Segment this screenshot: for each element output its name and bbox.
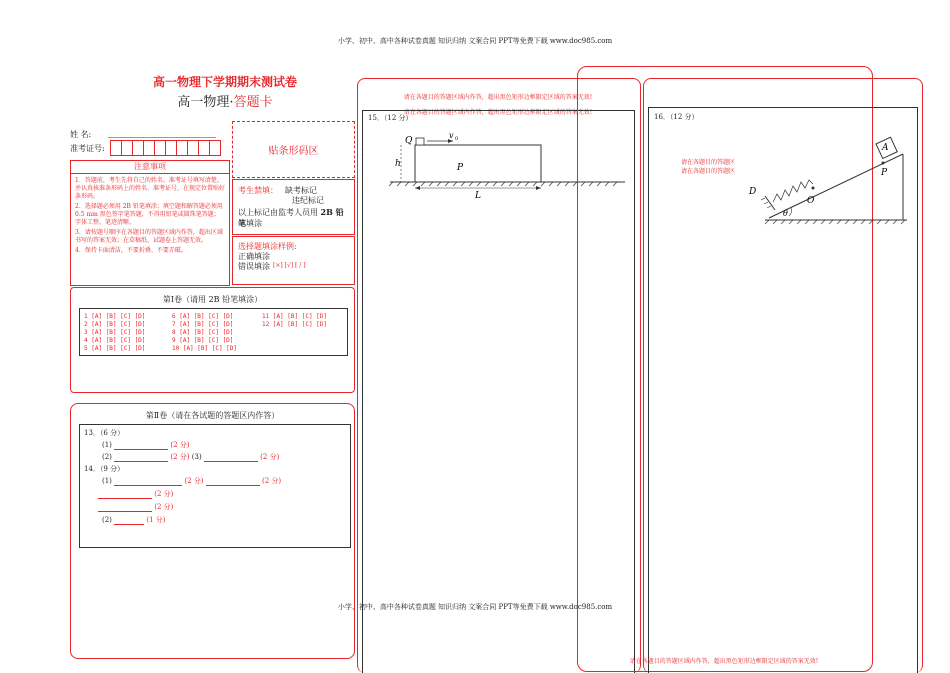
q14-1c-score: (2 分) xyxy=(154,490,174,498)
section2-box xyxy=(70,403,355,659)
point-o xyxy=(812,187,815,190)
q14-1-label: (1) xyxy=(102,477,112,485)
header-banner: 小学、初中、高中各种试卷真题 知识归纳 文案合同 PPT等免费下载 www.doc985.com xyxy=(337,37,613,45)
q14-1-score: (2 分) xyxy=(184,477,204,485)
q14-1b-blank[interactable] xyxy=(206,485,260,486)
point-p xyxy=(882,162,885,165)
subtitle-suffix: 答题卡 xyxy=(233,95,273,110)
choice-row[interactable]: 7 [A] [B] [C] [D] xyxy=(172,321,234,328)
section1-col2 xyxy=(172,313,237,353)
q13-2-label: (2) xyxy=(102,453,112,461)
label-d: D xyxy=(749,187,757,197)
q13-1-score: (2 分) xyxy=(170,441,190,449)
bottom-warning: 请在各题目的答题区域内作答，超出黑色矩形边框限定区域的答案无效! xyxy=(629,658,819,665)
choice-row[interactable]: 11 [A] [B] [C] [D] xyxy=(262,313,328,320)
monitor-note-1: 以上标记由监考人员用 xyxy=(238,208,321,217)
label-v0-sub: 0 xyxy=(455,136,459,142)
label-o: O xyxy=(807,196,815,206)
violation-mark: 违纪标记 xyxy=(292,196,324,205)
forbidden-box xyxy=(232,179,355,235)
q14-1c xyxy=(98,489,173,499)
id-boxes[interactable] xyxy=(110,140,220,155)
q15-label: 15．（12 分） xyxy=(368,114,413,122)
q13-2 xyxy=(102,452,279,462)
choice-row[interactable]: 6 [A] [B] [C] [D] xyxy=(172,313,234,320)
choice-row[interactable]: 5 [A] [B] [C] [D] xyxy=(84,345,146,352)
base-hatching xyxy=(765,220,905,224)
q13-1-label: (1) xyxy=(102,441,112,449)
q14-1d-score: (2 分) xyxy=(154,503,174,511)
q14-1c-blank[interactable] xyxy=(98,498,152,499)
label-h: h xyxy=(395,159,401,169)
q14-1d-blank[interactable] xyxy=(98,511,152,512)
notice-title: 注意事项 xyxy=(71,161,229,174)
monitor-note-bold: 2B 铅 xyxy=(320,207,344,217)
label-q: Q xyxy=(405,136,413,146)
choice-row[interactable]: 1 [A] [B] [C] [D] xyxy=(84,313,146,320)
label-l: L xyxy=(475,191,481,200)
name-field[interactable] xyxy=(108,137,216,138)
choice-row[interactable]: 4 [A] [B] [C] [D] xyxy=(84,337,146,344)
label-v0: v xyxy=(449,131,454,140)
q14-1-blank[interactable] xyxy=(114,485,182,486)
notice-item-3: 3．请按题号顺序在各题目的答题区域内作答，超出区域书写的答案无效；在草稿纸、试题卷上答题无效。 xyxy=(75,229,223,244)
section1-col1 xyxy=(84,313,145,353)
angle-arc xyxy=(789,208,792,216)
label-p: P xyxy=(881,168,888,178)
q13-3-score: (2 分) xyxy=(260,453,280,461)
absent-mark: 缺考标记 xyxy=(285,186,317,195)
section2-answer-area xyxy=(79,424,351,548)
correct-fill-label: 正确填涂 xyxy=(238,252,270,261)
section1-box xyxy=(70,287,355,393)
q13-2-score: (2 分) xyxy=(170,453,190,461)
sample-box xyxy=(232,236,355,285)
choice-row[interactable]: 3 [A] [B] [C] [D] xyxy=(84,329,146,336)
notice-item-1: 1．答题前，考生先将自己的姓名、准考证号填写清楚，并认真核准条形码上的姓名、准考证号，在规定位置贴好条形码。 xyxy=(75,177,226,200)
section1-col3 xyxy=(262,313,327,329)
q13-1 xyxy=(102,440,190,450)
q14-2-blank[interactable] xyxy=(114,524,144,525)
middle-warning-2: 请在各题目的答题区域内作答，超出黑色矩形边框限定区域的答案无效! xyxy=(403,109,593,116)
section2-title: 第Ⅱ卷（请在各试题的答题区内作答） xyxy=(145,411,280,420)
area-note-2: 请在各题目的答题区 xyxy=(680,168,735,175)
id-digit-box[interactable] xyxy=(209,140,221,156)
choice-row[interactable]: 2 [A] [B] [C] [D] xyxy=(84,321,146,328)
card-title: 高一物理下学期期末测试卷 xyxy=(152,75,297,89)
monitor-note-3: 填涂 xyxy=(246,219,262,228)
q14-2-score: (1 分) xyxy=(146,516,166,524)
q16-figure xyxy=(745,128,915,228)
notice-box xyxy=(70,160,230,286)
q14-1b-score: (2 分) xyxy=(262,477,282,485)
monitor-note xyxy=(238,207,350,229)
area-note-1: 请在各题目的答题区 xyxy=(680,159,735,166)
wrong-fill-label: 错误填涂 xyxy=(238,262,270,271)
q13-2-blank[interactable] xyxy=(114,461,168,462)
name-label: 姓 名: xyxy=(70,130,92,139)
board-p xyxy=(415,145,541,182)
q14-2-label: (2) xyxy=(102,516,112,524)
choice-row[interactable]: 12 [A] [B] [C] [D] xyxy=(262,321,328,328)
q16-label: 16．（12 分） xyxy=(654,113,699,121)
middle-warning-1: 请在各题目的答题区域内作答，超出黑色矩形边框限定区域的答案无效! xyxy=(403,94,593,101)
footer-banner: 小学、初中、高中各种试卷真题 知识归纳 文案合同 PPT等免费下载 www.doc985.com xyxy=(337,603,613,611)
notice-item-2: 2．选择题必须用 2B 铅笔填涂；填空题和解答题必须用 0.5 mm 黑色签字笔答题，不得用铅笔或圆珠笔答题；字体工整、笔迹清晰。 xyxy=(75,203,223,226)
q13-1-blank[interactable] xyxy=(114,449,168,450)
id-label: 准考证号: xyxy=(70,144,105,153)
notice-item-4: 4．保持卡面清洁，不要折叠、不要弄破。 xyxy=(75,247,187,254)
choice-row[interactable]: 9 [A] [B] [C] [D] xyxy=(172,337,234,344)
barcode-area xyxy=(232,121,355,178)
subtitle-prefix: 高一物理· xyxy=(177,95,234,110)
q14-1 xyxy=(102,476,281,486)
barcode-label: 贴条形码区 xyxy=(268,146,319,157)
choice-row[interactable]: 8 [A] [B] [C] [D] xyxy=(172,329,234,336)
q13-3-blank[interactable] xyxy=(204,461,258,462)
label-theta: θ xyxy=(783,209,788,218)
card-subtitle xyxy=(110,91,340,110)
q14-1d xyxy=(98,502,173,512)
section1-answer-grid xyxy=(79,308,348,356)
monitor-note-2: 笔 xyxy=(238,218,246,228)
q13-label: 13．（6 分） xyxy=(84,429,125,437)
block-q xyxy=(416,138,424,145)
q14-2 xyxy=(102,515,166,525)
section1-title: 第Ⅰ卷（请用 2B 铅笔填涂） xyxy=(162,295,263,304)
label-a: A xyxy=(882,143,889,153)
wrong-samples: [×] [√] [ / ] xyxy=(273,262,306,269)
q13-3-label: (3) xyxy=(191,453,202,461)
sample-title: 选择题填涂样例: xyxy=(238,242,297,251)
choice-row[interactable]: 10 [A] [B] [C] [D] xyxy=(172,345,238,352)
q14-label: 14．（9 分） xyxy=(84,465,125,473)
forbidden-label: 考生禁填： xyxy=(238,186,278,195)
label-p: P xyxy=(457,163,464,173)
